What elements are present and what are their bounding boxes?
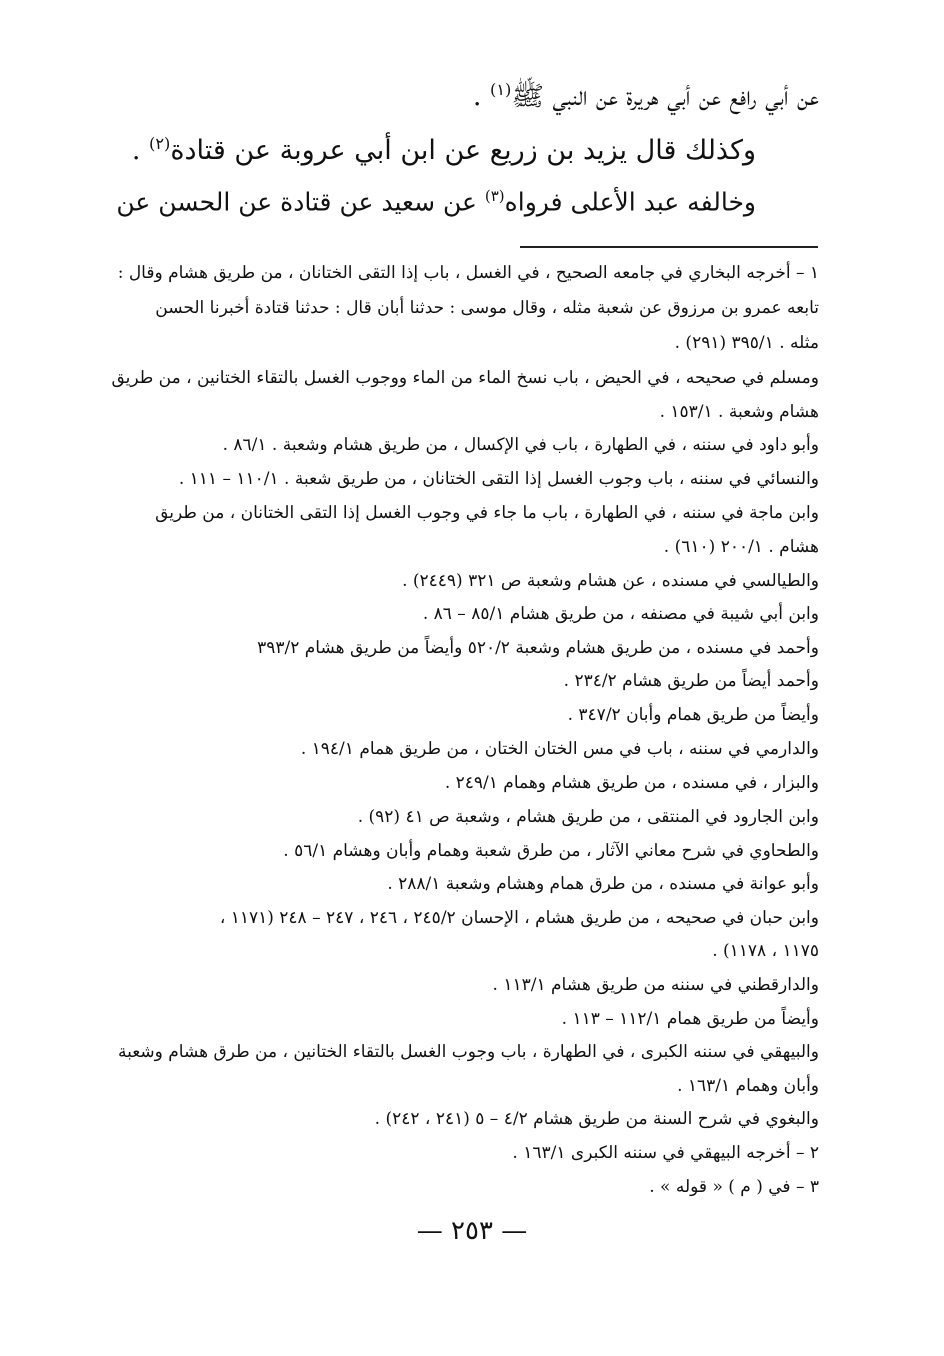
footnote-line: والبيهقي في سننه الكبرى ، في الطهارة ، باب وجوب الغسل بالتقاء الختانين ، من طرق هشام وشعبة: [117, 1042, 819, 1062]
footnote-line: وأيضاً من طريق همام وأبان ٣٤٧/٢ .: [567, 705, 819, 725]
footnote-line: وأحمد في مسنده ، من طريق هشام وشعبة ٥٢٠/٢ وأيضاً من طريق هشام ٣٩٣/٢: [257, 638, 819, 658]
footnote-line: ومسلم في صحيحه ، في الحيض ، باب نسخ الماء من الماء ووجوب الغسل بالتقاء الختانين ، من طريق: [111, 368, 819, 388]
page-number: — ٢٥٣ —: [416, 1216, 528, 1246]
footnote-line: وأحمد أيضاً من طريق هشام ٢٣٤/٢ .: [563, 671, 819, 691]
footnote-line: ١ – أخرجه البخاري في جامعه الصحيح ، في الغسل ، باب إذا التقى الختانان ، من طريق هشام وقال :: [117, 263, 819, 283]
footnote-line: وابن الجارود في المنتقى ، من طريق هشام ، وشعبة ص ٤١ (٩٢) .: [357, 807, 819, 827]
footnote-line: وأيضاً من طريق همام ١١٢/١ – ١١٣ .: [561, 1009, 819, 1029]
footnote-line: وأبان وهمام ١٦٣/١ .: [677, 1076, 819, 1096]
footnote-line: والنسائي في سننه ، باب وجوب الغسل إذا التقى الختانان ، من طريق شعبة . ١١٠/١ – ١١١ .: [178, 469, 819, 489]
footnote-line: وابن حبان في صحيحه ، من طريق هشام ، الإحسان ٢٤٥/٢ ، ٢٤٦ ، ٢٤٧ – ٢٤٨ (١١٧١ ،: [219, 908, 819, 928]
footnote-line: والبغوي في شرح السنة من طريق هشام ٤/٢ – ٥ (٢٤١ ، ٢٤٢) .: [374, 1109, 819, 1129]
footnote-line: وابن أبي شيبة في مصنفه ، من طريق هشام ٨٥/١ – ٨٦ .: [422, 604, 819, 624]
footnote-line: ٢ – أخرجه البيهقي في سننه الكبرى ١٦٣/١ .: [512, 1143, 819, 1163]
footnote-separator: [520, 246, 818, 248]
main-text-line-2: وكذلك قال يزيد بن زريع عن ابن أبي عروبة عن قتادة$^{(٢)}$ .: [131, 134, 756, 166]
footnote-line: والطيالسي في مسنده ، عن هشام وشعبة ص ٣٢١ (٢٤٤٩) .: [402, 571, 819, 591]
footnote-line: هشام وشعبة . ١٥٣/١ .: [659, 402, 819, 422]
footnote-line: والبزار ، في مسنده ، من طريق هشام وهمام ٢٤٩/١ .: [444, 773, 819, 793]
main-text-line-1: عن أبي رافع عن أبي هريرة عن النبي ﷺ$^{(١)}$ .: [472, 80, 819, 112]
footnote-line: والدارمي في سننه ، باب في مس الختان الختان ، من طريق همام ١٩٤/١ .: [300, 739, 819, 759]
footnote-line: ٣ – في ( م ) « قوله » .: [649, 1177, 819, 1197]
footnote-line: مثله . ٣٩٥/١ (٢٩١) .: [674, 333, 819, 353]
footnote-line: تابعه عمرو بن مرزوق عن شعبة مثله ، وقال موسى : حدثنا أبان قال : حدثنا قتادة أخبرنا الحسن: [155, 298, 819, 318]
footnote-line: وأبو عوانة في مسنده ، من طرق همام وهشام وشعبة ٢٨٨/١ .: [387, 874, 819, 894]
footnote-line: وابن ماجة في سننه ، في الطهارة ، باب ما جاء في وجوب الغسل إذا التقى الختانان ، من طريق: [155, 503, 819, 523]
footnote-line: هشام . ٢٠٠/١ (٦١٠) .: [663, 537, 819, 557]
main-text-line-3: وخالفه عبد الأعلى فرواه$^{(٣)}$ عن سعيد عن قتادة عن الحسن عن: [116, 187, 756, 217]
footnote-line: ١١٧٥ ، ١١٧٨) .: [712, 941, 819, 961]
footnote-line: والدارقطني في سننه من طريق هشام ١١٣/١ .: [492, 975, 819, 995]
footnote-line: والطحاوي في شرح معاني الآثار ، من طرق شعبة وهمام وأبان وهشام ٥٦/١ .: [283, 841, 819, 861]
footnote-line: وأبو داود في سننه ، في الطهارة ، باب في الإكسال ، من طريق هشام وشعبة . ٨٦/١ .: [222, 435, 819, 455]
